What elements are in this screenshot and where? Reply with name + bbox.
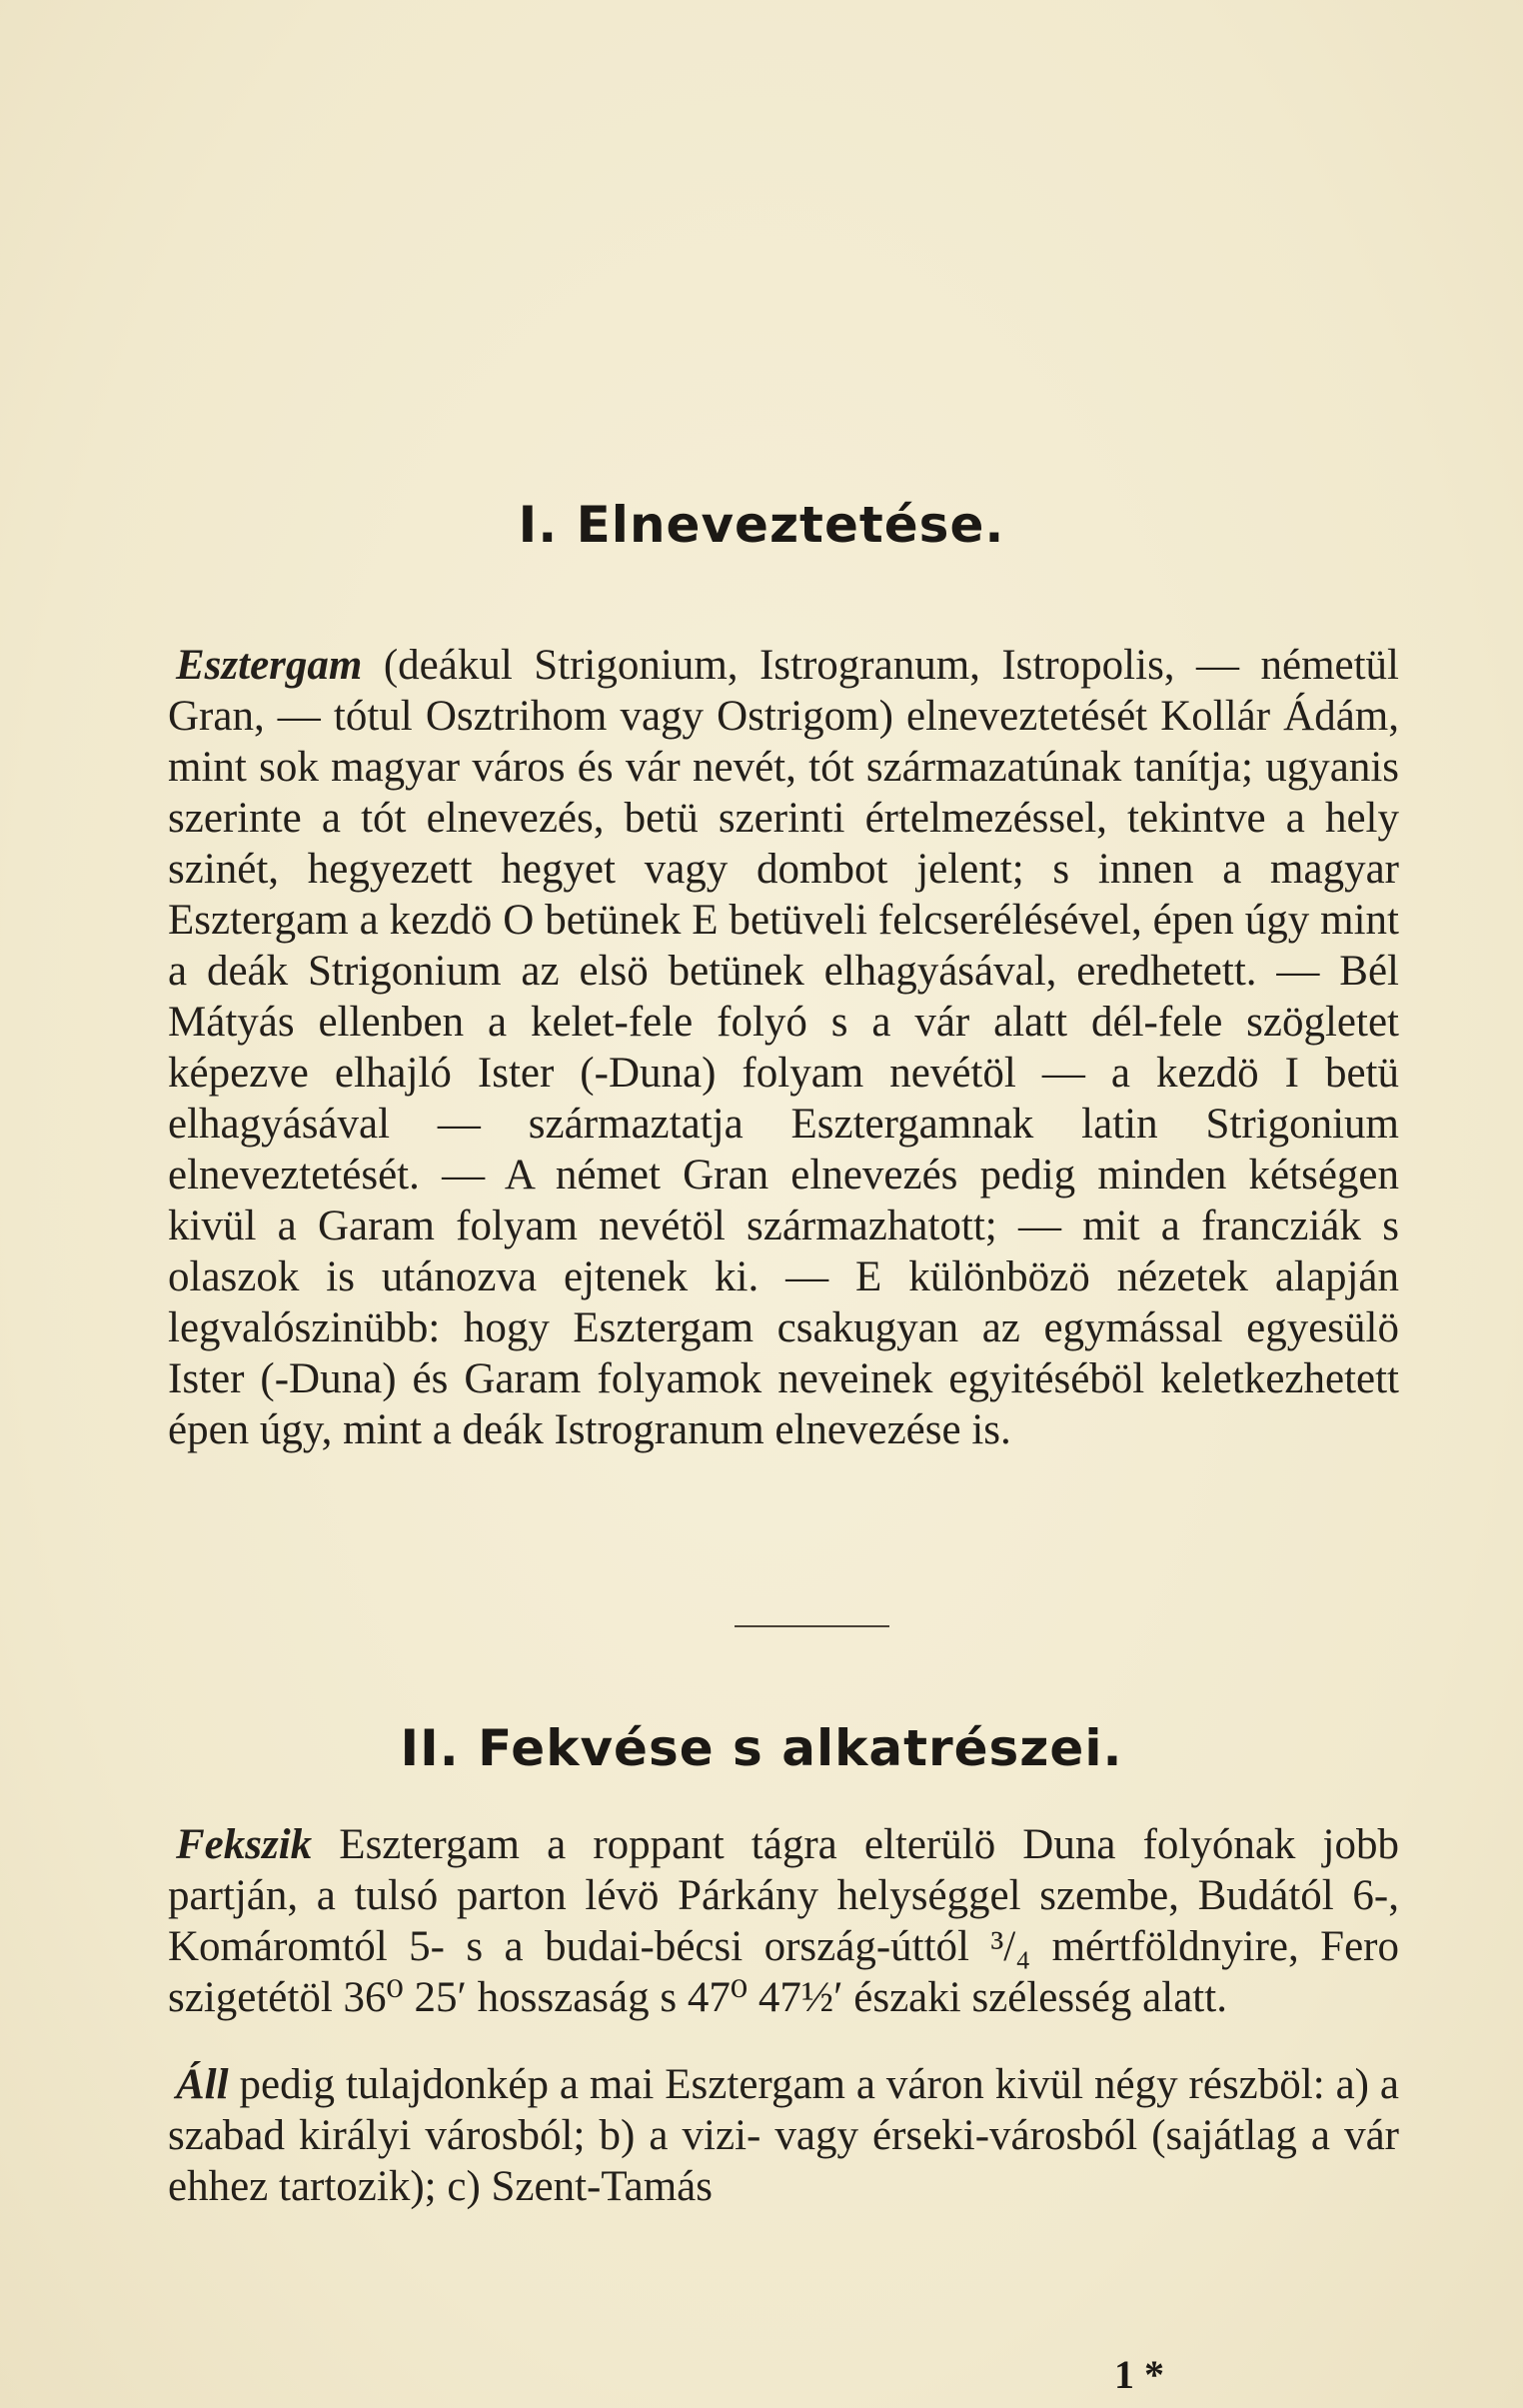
section-1-body-text: (deákul Strigonium, Istrogranum, Istropolis, — németül Gran, — tótul Osztrihom vagy Ostrigom) elneveztetését Kollár Ádám, mint sok magyar város és vár nevét, tót származatúnak tanítja; ugyanis szerinte a tót elnevezés, betü szerinti értelmezéssel, tekintve a hely szinét, hegyezett hegyet vagy dombot jelent; s innen a magyar Esztergam a kezdö O betünek E betüveli felcserélésével, épen úgy mint a deák Strigonium az elsö betünek elhagyásával, eredhetett. — Bél Mátyás ellenben a kelet-fele folyó s a vár alatt dél-fele szögletet képezve elhajló Ister (-Duna) folyam nevétöl — a kezdö I betü elhagyásával — származtatja Esztergamnak latin Strigonium elneveztetését. — A német Gran elnevezés pedig minden kétségen kivül a Garam folyam nevétöl származhatott; — mit a francziák s olaszok is utánozva ejtenek ki. — E különbözö nézetek alapján legvalószinübb: hogy Esztergam csakugyan az egymással egyesülö Ister (-Duna) és Garam folyamok neveinek egyitéséböl keletkezhetett épen úgy, mint a deák Istrogranum elnevezése is. — [168, 642, 1399, 1453]
section-1-paragraph — [168, 640, 1399, 1455]
section-2-lead-word-2: Áll — [176, 2061, 229, 2108]
section-2-heading: II. Fekvése s alkatrészei. — [400, 1719, 1123, 1777]
section-2-body-text-1: Esztergam a roppant tágra elterülö Duna folyónak jobb partján, a tulsó parton lévö Párkány helységgel szembe, Budától 6-, Komáromtól 5- s a budai-bécsi ország-úttól ³/₄ mértföldnyire, Fero szigetétöl 36⁰ 25′ hosszaság s 47⁰ 47½′ északi szélesség alatt. — [168, 1821, 1399, 2021]
section-1-heading: I. Elneveztetése. — [518, 496, 1005, 554]
page-number: 1 * — [1114, 2352, 1164, 2397]
section-2-paragraph-2 — [168, 2059, 1399, 2212]
section-divider — [735, 1625, 889, 1627]
section-2-body-text-2: pedig tulajdonkép a mai Esztergam a váron kivül négy részböl: a) a szabad királyi városból; b) a vizi- vagy érseki-városból (sajátlag a vár ehhez tartozik); c) Szent-Tamás — [168, 2061, 1399, 2210]
section-1-lead-word: Esztergam — [176, 642, 363, 689]
section-2-paragraph-1 — [168, 1819, 1399, 2023]
section-2-lead-word-1: Fekszik — [176, 1821, 313, 1868]
